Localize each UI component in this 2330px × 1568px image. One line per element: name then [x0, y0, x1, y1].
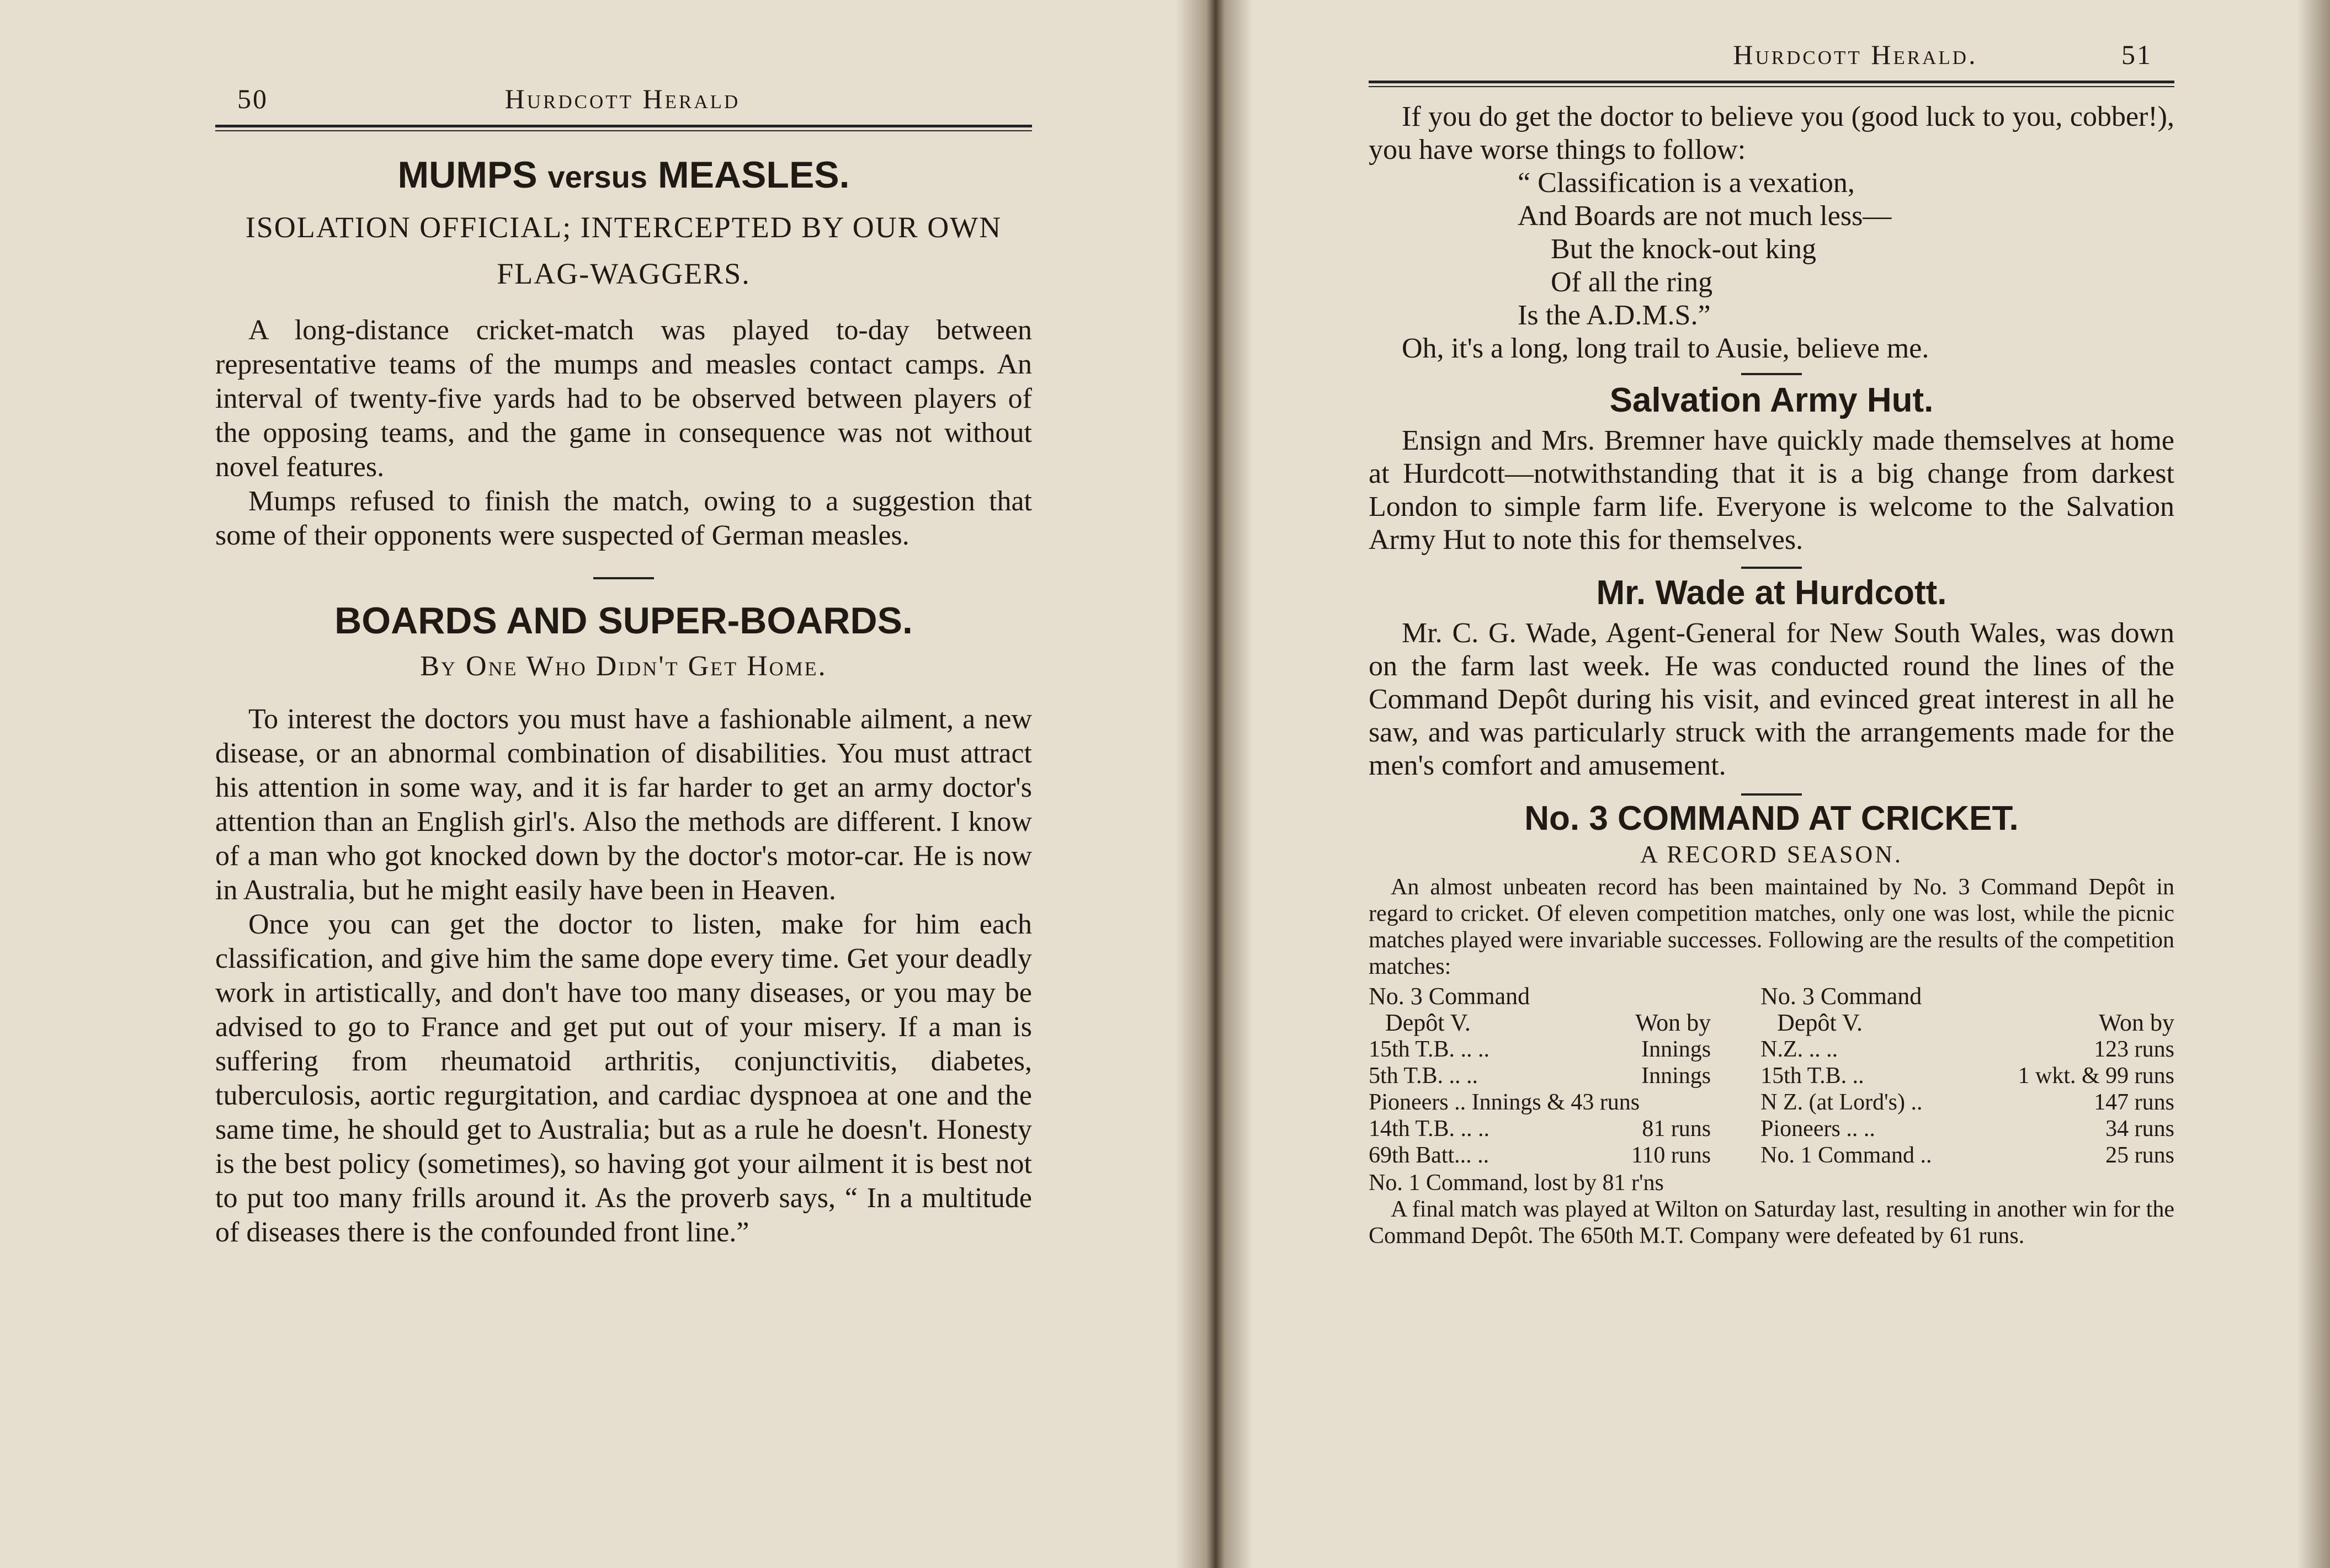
article-boards: [215, 599, 1032, 1250]
section-divider: [593, 577, 654, 579]
verse-line: Is the A.D.M.S.”: [1518, 300, 1711, 331]
leader-dots: ..: [1454, 1090, 1466, 1115]
result-cell: Innings & 43 runs: [1471, 1090, 1640, 1115]
verse-line: And Boards are not much less—: [1518, 200, 1892, 232]
article-title: Mr. Wade at Hurdcott.: [1596, 574, 1947, 612]
result-cell: Innings: [1641, 1063, 1711, 1089]
opponent-cell: 15th T.B.: [1369, 1037, 1455, 1062]
paragraph: Mr. C. G. Wade, Agent-General for New South Wales, was down on the farm last week. He was conducted round the lines of the Command Depôt during his visit, and evinced great interest in all he saw, and was particularly struck with the arrangements made for the men's comfort and amusement.: [1369, 617, 2174, 781]
header-rule: [1369, 81, 2174, 87]
article-title-part: MEASLES.: [657, 154, 850, 196]
result-cell: 123 runs: [2094, 1037, 2174, 1062]
running-title: Hurdcott Herald.: [1733, 39, 1978, 70]
column-header: Won by: [1635, 1009, 1711, 1036]
opponent-cell: 15th T.B.: [1760, 1063, 1847, 1089]
opponent-cell: Pioneers: [1760, 1116, 1840, 1142]
article-subtitle: ISOLATION OFFICIAL; INTERCEPTED BY OUR OWN FLAG-WAGGERS.: [245, 211, 1002, 290]
section-divider: [1741, 793, 1802, 796]
paragraph: A long-distance cricket-match was played to-day between representative teams of the mumps and measles contact camps. An interval of twenty-five yards had to be observed between players of the opposing teams, and the game in consequence was not without novel features.: [215, 314, 1032, 483]
result-cell: 25 runs: [2105, 1143, 2174, 1168]
leader-dots: ..: [1920, 1143, 1932, 1168]
verse-line: But the knock-out king: [1551, 233, 1816, 265]
article-title: BOARDS AND SUPER-BOARDS.: [334, 600, 913, 642]
section-divider: [1741, 567, 1802, 569]
leader-dots: ..: [1477, 1143, 1490, 1168]
article-title-part: MUMPS: [397, 154, 538, 196]
article-continuation: [1369, 100, 2174, 365]
column-header: No. 3 Command: [1369, 983, 1530, 1010]
column-header: Depôt V.: [1777, 1009, 1863, 1036]
table-row: [1369, 1063, 2174, 1089]
left-page-column: [215, 83, 1032, 1250]
running-head-left: [215, 83, 1032, 115]
article-mumps-measles: [215, 153, 1032, 553]
article-mr-wade: [1369, 573, 2174, 782]
article-cricket: [1369, 799, 2174, 1249]
running-title: Hurdcott Herald: [504, 83, 741, 114]
result-cell: 110 runs: [1631, 1143, 1711, 1168]
column-header: No. 3 Command: [1760, 983, 1922, 1010]
paragraph: A final match was played at Wilton on Saturday last, resulting in another win for the Command Depôt. The 650th M.T. Company were defeated by 61 runs.: [1369, 1197, 2174, 1249]
loss-line: No. 1 Command, lost by 81 r'ns: [1369, 1170, 1664, 1196]
result-cell: 81 runs: [1642, 1116, 1711, 1142]
result-cell: 34 runs: [2105, 1116, 2174, 1142]
opponent-cell: 14th T.B.: [1369, 1116, 1455, 1142]
paragraph: Mumps refused to finish the match, owing to a suggestion that some of their opponents were suspected of German measles.: [215, 486, 1032, 551]
paragraph: If you do get the doctor to believe you (good luck to you, cobber!), you have worse things to follow:: [1369, 101, 2174, 166]
result-cell: Innings: [1641, 1037, 1711, 1062]
leader-dots: .. ..: [1808, 1037, 1838, 1062]
leader-dots: .. ..: [1460, 1037, 1490, 1062]
verse-line: “ Classification is a vexation,: [1518, 167, 1855, 199]
verse-line: Of all the ring: [1551, 266, 1713, 298]
leader-dots: ..: [1911, 1090, 1923, 1115]
paragraph: To interest the doctors you must have a fashionable ailment, a new disease, or an abnormal combination of disabilities. You must attract his attention in some way, and it is far harder to get an army doctor's attention than an English girl's. Also the methods are different. I know of a man who got knocked down by the doctor's motor-car. He is now in Australia, but he might easily have been in Heaven.: [215, 703, 1032, 906]
leader-dots: .. ..: [1449, 1063, 1478, 1089]
opponent-cell: No. 1 Command: [1760, 1143, 1914, 1168]
paragraph: Oh, it's a long, long trail to Ausie, believe me.: [1402, 333, 1929, 364]
leader-dots: ..: [1852, 1063, 1864, 1089]
section-divider: [1741, 373, 1802, 375]
book-gutter: [1175, 0, 1253, 1568]
paragraph: An almost unbeaten record has been maintained by No. 3 Command Depôt in regard to cricket. Of eleven competition matches, only one was lost, while the picnic matches played were invariable successes. Following are the results of the competition matches:: [1369, 874, 2174, 979]
header-rule: [215, 125, 1032, 131]
page-number: 51: [2121, 39, 2152, 70]
column-header: Depôt V.: [1385, 1009, 1471, 1036]
page-number: 50: [237, 83, 268, 114]
table-row: [1369, 1142, 2174, 1169]
running-head-right: [1369, 39, 2174, 71]
opponent-cell: 69th Batt...: [1369, 1143, 1472, 1168]
article-title: [215, 153, 1032, 196]
opponent-cell: N.Z.: [1760, 1037, 1804, 1062]
leader-dots: .. ..: [1460, 1116, 1490, 1142]
results-header-row: [1369, 983, 2174, 1010]
results-header-row: [1369, 1010, 2174, 1036]
right-page-column: [1369, 39, 2174, 1249]
article-salvation-army: [1369, 381, 2174, 557]
result-cell: 1 wkt. & 99 runs: [2018, 1063, 2174, 1089]
verse: [1518, 167, 2174, 332]
opponent-cell: Pioneers: [1369, 1090, 1449, 1115]
article-title-part: versus: [547, 159, 648, 194]
results-table: [1369, 983, 2174, 1169]
column-header: Won by: [2098, 1009, 2174, 1036]
leader-dots: .. ..: [1846, 1116, 1875, 1142]
article-title: No. 3 COMMAND AT CRICKET.: [1524, 799, 2019, 838]
table-row: [1369, 1089, 2174, 1116]
table-row: [1369, 1036, 2174, 1063]
table-row: [1369, 1116, 2174, 1142]
opponent-cell: 5th T.B.: [1369, 1063, 1443, 1089]
article-byline: By One Who Didn't Get Home.: [420, 650, 827, 682]
result-cell: 147 runs: [2094, 1090, 2174, 1115]
article-title: Salvation Army Hut.: [1609, 381, 1934, 419]
opponent-cell: N Z. (at Lord's): [1760, 1090, 1905, 1115]
book-right-edge: [2297, 0, 2330, 1568]
paragraph: Once you can get the doctor to listen, make for him each classification, and give him the same dope every time. Get your deadly work in artistically, and don't have too many diseases, or you may be advised to go to France and get put out of your misery. If a man is suffering from rheumatoid arthritis, conjunctivitis, diabetes, tuberculosis, aortic regurgitation, and cardiac dyspnoea at one and the same time, he should get to Australia; but as a rule he doesn't. Honesty is the best policy (sometimes), so having got your ailment it is best not to put too many frills around it. As the proverb says, “ In a multitude of diseases there is the confounded front line.”: [215, 909, 1032, 1248]
article-subtitle: A RECORD SEASON.: [1640, 841, 1903, 868]
paragraph: Ensign and Mrs. Bremner have quickly made themselves at home at Hurdcott—notwithstanding that it is a big change from darkest London to simple farm life. Everyone is welcome to the Salvation Army Hut to note this for themselves.: [1369, 425, 2174, 556]
